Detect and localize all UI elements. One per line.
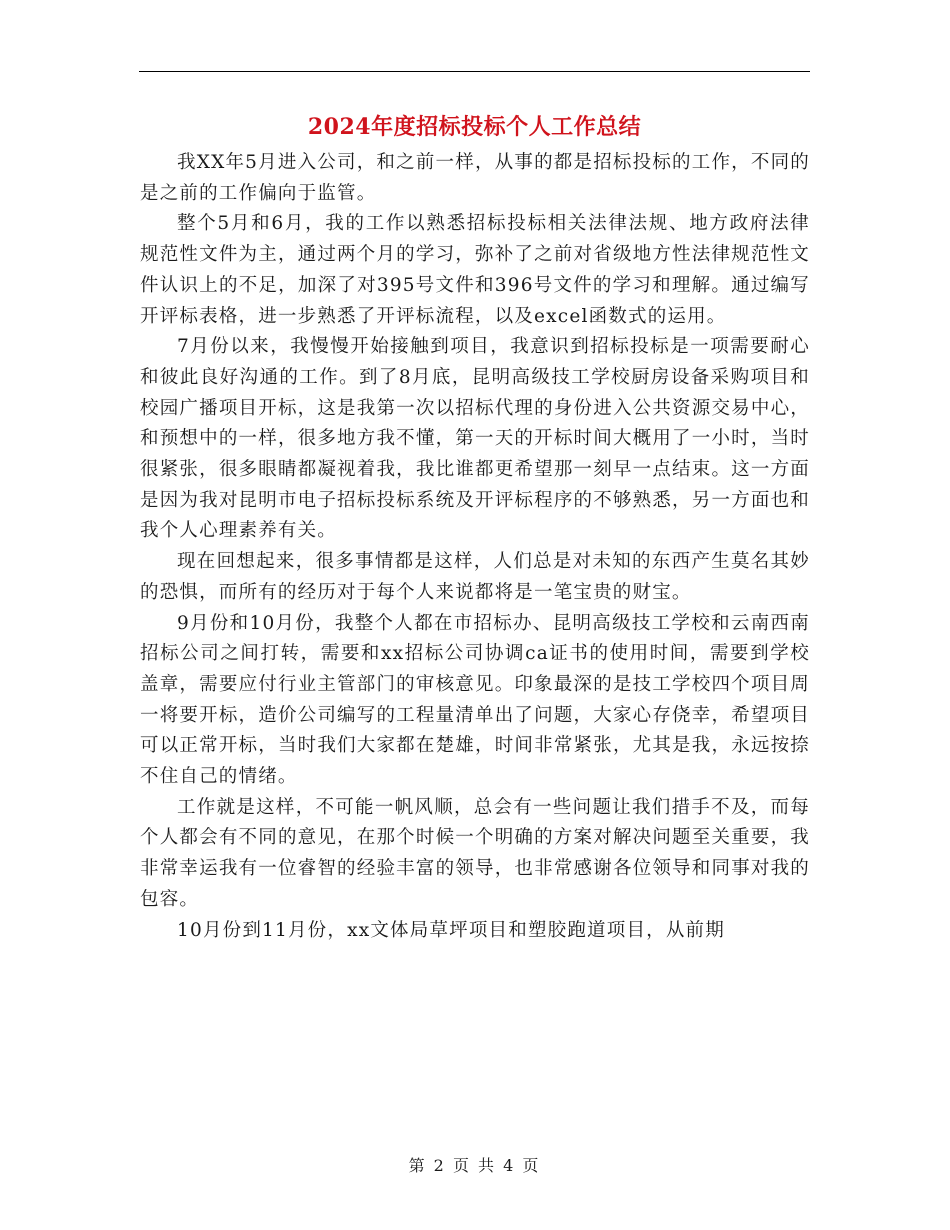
paragraph: 现在回想起来，很多事情都是这样，人们总是对未知的东西产生莫名其妙的恐惧，而所有的经历对于每个人来说都将是一笔宝贵的财宝。 — [140, 551, 810, 603]
document-title: 2024年度招标投标个人工作总结 — [307, 114, 642, 140]
paragraph: 9月份和10月份，我整个人都在市招标办、昆明高级技工学校和云南西南招标公司之间打转，需要和xx招标公司协调ca证书的使用时间，需要到学校盖章，需要应付行业主管部门的审核意见。印象最深的是技工学校四个项目周一将要开标，造价公司编写的工程量清单出了问题，大家心存侥幸，希望项目可以正常开标，当时我们大家都在楚雄，时间非常紧张，尤其是我，永远按捺不住自己的情绪。 — [140, 612, 810, 788]
paragraph: 整个5月和6月，我的工作以熟悉招标投标相关法律法规、地方政府法律规范性文件为主，通过两个月的学习，弥补了之前对省级地方性法律规范性文件认识上的不足，加深了对395号文件和396号文件的学习和理解。通过编写开评标表格，进一步熟悉了开评标流程，以及excel函数式的运用。 — [140, 213, 810, 327]
header-rule — [139, 71, 810, 72]
paragraph: 工作就是这样，不可能一帆风顺，总会有一些问题让我们措手不及，而每个人都会有不同的意见，在那个时候一个明确的方案对解决问题至关重要，我非常幸运我有一位睿智的经验丰富的领导，也非常感谢各位领导和同事对我的包容。 — [140, 796, 810, 910]
paragraph: 7月份以来，我慢慢开始接触到项目，我意识到招标投标是一项需要耐心和彼此良好沟通的工作。到了8月底，昆明高级技工学校厨房设备采购项目和校园广播项目开标，这是我第一次以招标代理的身份进入公共资源交易中心，和预想中的一样，很多地方我不懂，第一天的开标时间大概用了一小时，当时很紧张，很多眼睛都凝视着我，我比谁都更希望那一刻早一点结束。这一方面是因为我对昆明市电子招标投标系统及开评标程序的不够熟悉，另一方面也和我个人心理素养有关。 — [140, 336, 810, 542]
document-body — [140, 148, 810, 946]
paragraph: 10月份到11月份，xx文体局草坪项目和塑胶跑道项目，从前期 — [177, 919, 725, 941]
page-footer: 第 2 页 共 4 页 — [408, 1156, 541, 1175]
paragraph: 我XX年5月进入公司，和之前一样，从事的都是招标投标的工作，不同的是之前的工作偏向于监管。 — [140, 152, 810, 204]
